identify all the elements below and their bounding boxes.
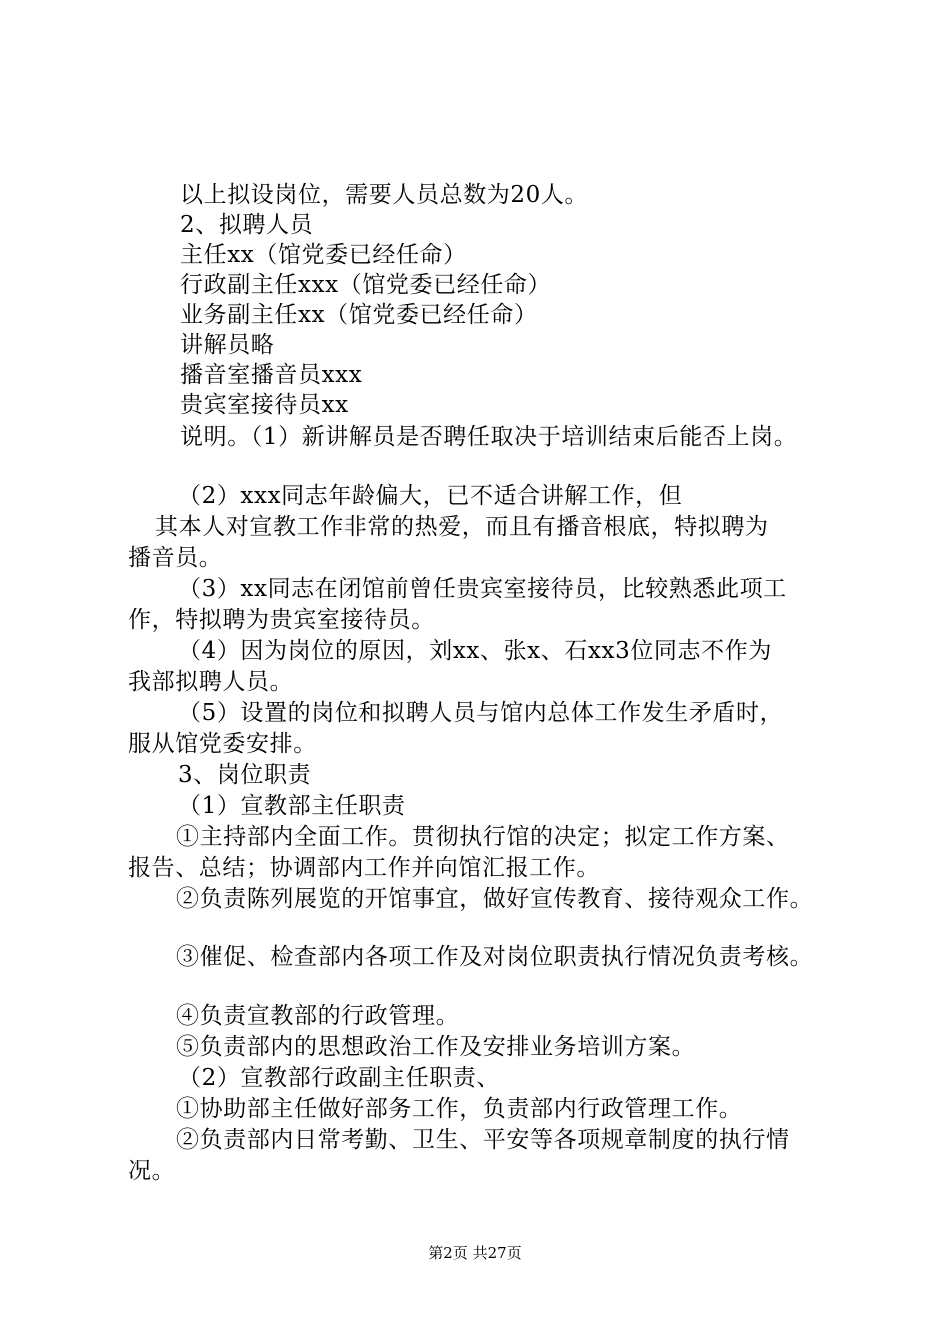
body-text-line: ②负责部内日常考勤、卫生、平安等各项规章制度的执行情 xyxy=(176,1127,790,1153)
body-text-line: 况。 xyxy=(128,1158,176,1184)
body-text-line: 业务副主任xx（馆党委已经任命） xyxy=(180,302,538,328)
body-text-line: （5）设置的岗位和拟聘人员与馆内总体工作发生矛盾时， xyxy=(178,700,784,726)
body-text-line: （3）xx同志在闭馆前曾任贵宾室接待员，比较熟悉此项工 xyxy=(178,576,787,602)
body-text-line: 其本人对宣教工作非常的热爱，而且有播音根底，特拟聘为 xyxy=(155,514,769,540)
body-text-line: 讲解员略 xyxy=(180,332,275,358)
body-text-line: 服从馆党委安排。 xyxy=(128,731,317,757)
body-text-line: 以上拟设岗位，需要人员总数为20人。 xyxy=(180,182,589,208)
body-text-line: （4）因为岗位的原因，刘xx、张x、石xx3位同志不作为 xyxy=(178,638,772,664)
section-heading: 3、岗位职责 xyxy=(178,762,312,788)
subsection-heading: （1）宣教部主任职责 xyxy=(178,793,406,819)
body-text-line: ④负责宣教部的行政管理。 xyxy=(176,1003,460,1029)
body-text-line: 播音室播音员xxx xyxy=(180,362,363,388)
body-text-line: 作，特拟聘为贵宾室接待员。 xyxy=(128,607,435,633)
body-text-line: 播音员。 xyxy=(128,545,223,571)
body-text-line: ③催促、检查部内各项工作及对岗位职责执行情况负责考核。 xyxy=(176,944,814,970)
body-text-line: 贵宾室接待员xx xyxy=(180,392,349,418)
body-text-line: （2）xxx同志年龄偏大，已不适合讲解工作，但 xyxy=(178,483,683,509)
body-text-line: ①协助部主任做好部务工作，负责部内行政管理工作。 xyxy=(176,1096,743,1122)
body-text-line: ②负责陈列展览的开馆事宜，做好宣传教育、接待观众工作。 xyxy=(176,886,814,912)
body-text-line: 主任xx（馆党委已经任命） xyxy=(180,242,467,268)
page-number-footer: 第2页 共27页 xyxy=(428,1244,522,1262)
body-text-line: ⑤负责部内的思想政治工作及安排业务培训方案。 xyxy=(176,1034,696,1060)
body-text-line: 我部拟聘人员。 xyxy=(128,669,294,695)
body-text-line: 行政副主任xxx（馆党委已经任命） xyxy=(180,272,552,298)
body-text-line: ①主持部内全面工作。贯彻执行馆的决定；拟定工作方案、 xyxy=(176,824,790,850)
subsection-heading: （2）宣教部行政副主任职责、 xyxy=(178,1065,501,1091)
section-heading: 2、拟聘人员 xyxy=(180,212,314,238)
body-text-line: 报告、总结；协调部内工作并向馆汇报工作。 xyxy=(128,855,600,881)
body-text-line: 说明。（1）新讲解员是否聘任取决于培训结束后能否上岗。 xyxy=(180,424,798,450)
